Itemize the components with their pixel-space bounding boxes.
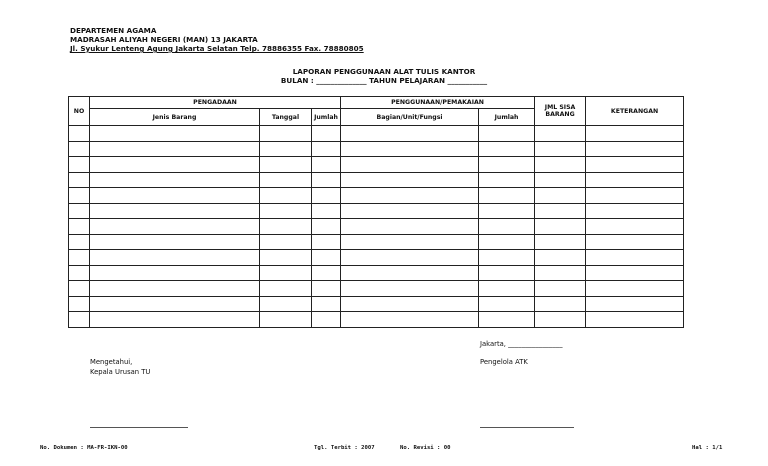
school-address: Jl. Syukur Lenteng Agung Jakarta Selatan Telp. 78886355 Fax. 78880805 [70, 44, 364, 53]
table-cell [535, 265, 586, 281]
table-cell [69, 188, 90, 204]
document-number: No. Dokumen : MA-FR-IKN-00 [40, 445, 128, 451]
table-cell [90, 265, 260, 281]
table-cell [69, 312, 90, 328]
table-row [69, 281, 684, 297]
table-cell [535, 141, 586, 157]
table-row [69, 157, 684, 173]
table-cell [479, 281, 535, 297]
school-name: MADRASAH ALIYAH NEGERI (MAN) 13 JAKARTA [70, 35, 258, 44]
table-cell [479, 157, 535, 173]
header-jml-sisa: JML SISA BARANG [535, 97, 586, 126]
header-pengadaan: PENGADAAN [90, 97, 341, 109]
table-cell [90, 312, 260, 328]
table-cell [479, 265, 535, 281]
table-cell [479, 312, 535, 328]
table-cell [260, 265, 312, 281]
table-row [69, 219, 684, 235]
table-cell [341, 203, 479, 219]
table-cell [312, 312, 341, 328]
place-date: Jakarta, ________________ [480, 340, 563, 348]
table-row [69, 188, 684, 204]
table-cell [341, 172, 479, 188]
table-cell [341, 296, 479, 312]
table-cell [535, 234, 586, 250]
table-row [69, 234, 684, 250]
table-cell [535, 172, 586, 188]
left-signature-line [90, 427, 188, 428]
table-cell [312, 141, 341, 157]
table-row [69, 250, 684, 266]
table-row [69, 312, 684, 328]
table-cell [260, 234, 312, 250]
table-cell [341, 250, 479, 266]
table-cell [260, 312, 312, 328]
header-keterangan: KETERANGAN [586, 97, 684, 126]
table-cell [479, 126, 535, 142]
table-cell [341, 141, 479, 157]
table-cell [260, 141, 312, 157]
table-cell [90, 234, 260, 250]
table-cell [479, 234, 535, 250]
table-cell [69, 141, 90, 157]
table-cell [535, 157, 586, 173]
table-cell [535, 126, 586, 142]
table-cell [312, 172, 341, 188]
table-cell [535, 203, 586, 219]
table-cell [90, 250, 260, 266]
table-cell [341, 157, 479, 173]
table-cell [586, 188, 684, 204]
table-cell [341, 265, 479, 281]
report-title: LAPORAN PENGGUNAAN ALAT TULIS KANTOR [292, 67, 476, 76]
table-cell [479, 188, 535, 204]
table-row [69, 265, 684, 281]
table-cell [90, 296, 260, 312]
table-cell [586, 172, 684, 188]
table-cell [312, 281, 341, 297]
table-cell [90, 126, 260, 142]
header-jumlah-penggunaan: Jumlah [479, 109, 535, 126]
table-cell [341, 312, 479, 328]
table-cell [586, 141, 684, 157]
table-cell [260, 281, 312, 297]
table-cell [586, 312, 684, 328]
table-cell [260, 172, 312, 188]
table-cell [90, 157, 260, 173]
table-row [69, 296, 684, 312]
table-cell [586, 157, 684, 173]
table-cell [479, 219, 535, 235]
department-name: DEPARTEMEN AGAMA [70, 26, 157, 35]
header-tanggal: Tanggal [260, 109, 312, 126]
table-cell [69, 250, 90, 266]
table-cell [535, 188, 586, 204]
usage-table [68, 96, 684, 328]
table-cell [312, 219, 341, 235]
table-cell [90, 172, 260, 188]
table-cell [312, 203, 341, 219]
table-cell [586, 250, 684, 266]
table-cell [586, 281, 684, 297]
table-cell [479, 141, 535, 157]
table-cell [341, 281, 479, 297]
header-penggunaan: PENGGUNAAN/PEMAKAIAN [341, 97, 535, 109]
table-cell [69, 203, 90, 219]
table-cell [341, 126, 479, 142]
page-number: Hal : 1/1 [692, 445, 723, 451]
table-cell [69, 172, 90, 188]
table-cell [586, 219, 684, 235]
table-cell [69, 126, 90, 142]
table-cell [260, 188, 312, 204]
table-cell [479, 172, 535, 188]
table-cell [312, 157, 341, 173]
table-cell [586, 203, 684, 219]
table-cell [312, 265, 341, 281]
table-cell [341, 219, 479, 235]
table-row [69, 172, 684, 188]
table-cell [479, 203, 535, 219]
table-cell [341, 188, 479, 204]
table-cell [90, 141, 260, 157]
table-cell [479, 250, 535, 266]
header-no: NO [69, 97, 90, 126]
table-cell [586, 234, 684, 250]
table-cell [535, 250, 586, 266]
header-jumlah-pengadaan: Jumlah [312, 109, 341, 126]
table-cell [90, 188, 260, 204]
atk-manager-label: Pengelola ATK [480, 358, 528, 366]
issue-date: Tgl. Terbit : 2007 [314, 445, 375, 451]
table-cell [312, 296, 341, 312]
revision-number: No. Revisi : 00 [400, 445, 451, 451]
table-row [69, 141, 684, 157]
table-cell [535, 281, 586, 297]
table-cell [586, 126, 684, 142]
table-cell [586, 296, 684, 312]
table-cell [341, 234, 479, 250]
table-cell [535, 296, 586, 312]
header-bagian: Bagian/Unit/Fungsi [341, 109, 479, 126]
table-cell [312, 126, 341, 142]
table-cell [260, 157, 312, 173]
acknowledged-label: Mengetahui, [90, 358, 133, 366]
table-cell [69, 219, 90, 235]
table-row [69, 126, 684, 142]
table-cell [312, 234, 341, 250]
table-cell [90, 203, 260, 219]
table-cell [260, 126, 312, 142]
head-of-admin-label: Kepala Urusan TU [90, 368, 151, 376]
right-signature-line [480, 427, 574, 428]
header-jenis-barang: Jenis Barang [90, 109, 260, 126]
table-cell [260, 203, 312, 219]
table-cell [535, 312, 586, 328]
table-cell [260, 296, 312, 312]
table-cell [90, 281, 260, 297]
table-row [69, 203, 684, 219]
table-cell [586, 265, 684, 281]
report-period: BULAN : ______________ TAHUN PELAJARAN ___________ [280, 76, 488, 85]
table-cell [69, 265, 90, 281]
table-cell [69, 234, 90, 250]
table-cell [312, 250, 341, 266]
table-cell [260, 219, 312, 235]
table-cell [69, 157, 90, 173]
table-cell [260, 250, 312, 266]
table-cell [312, 188, 341, 204]
table-cell [479, 296, 535, 312]
table-cell [90, 219, 260, 235]
table-cell [535, 219, 586, 235]
table-cell [69, 281, 90, 297]
table-cell [69, 296, 90, 312]
